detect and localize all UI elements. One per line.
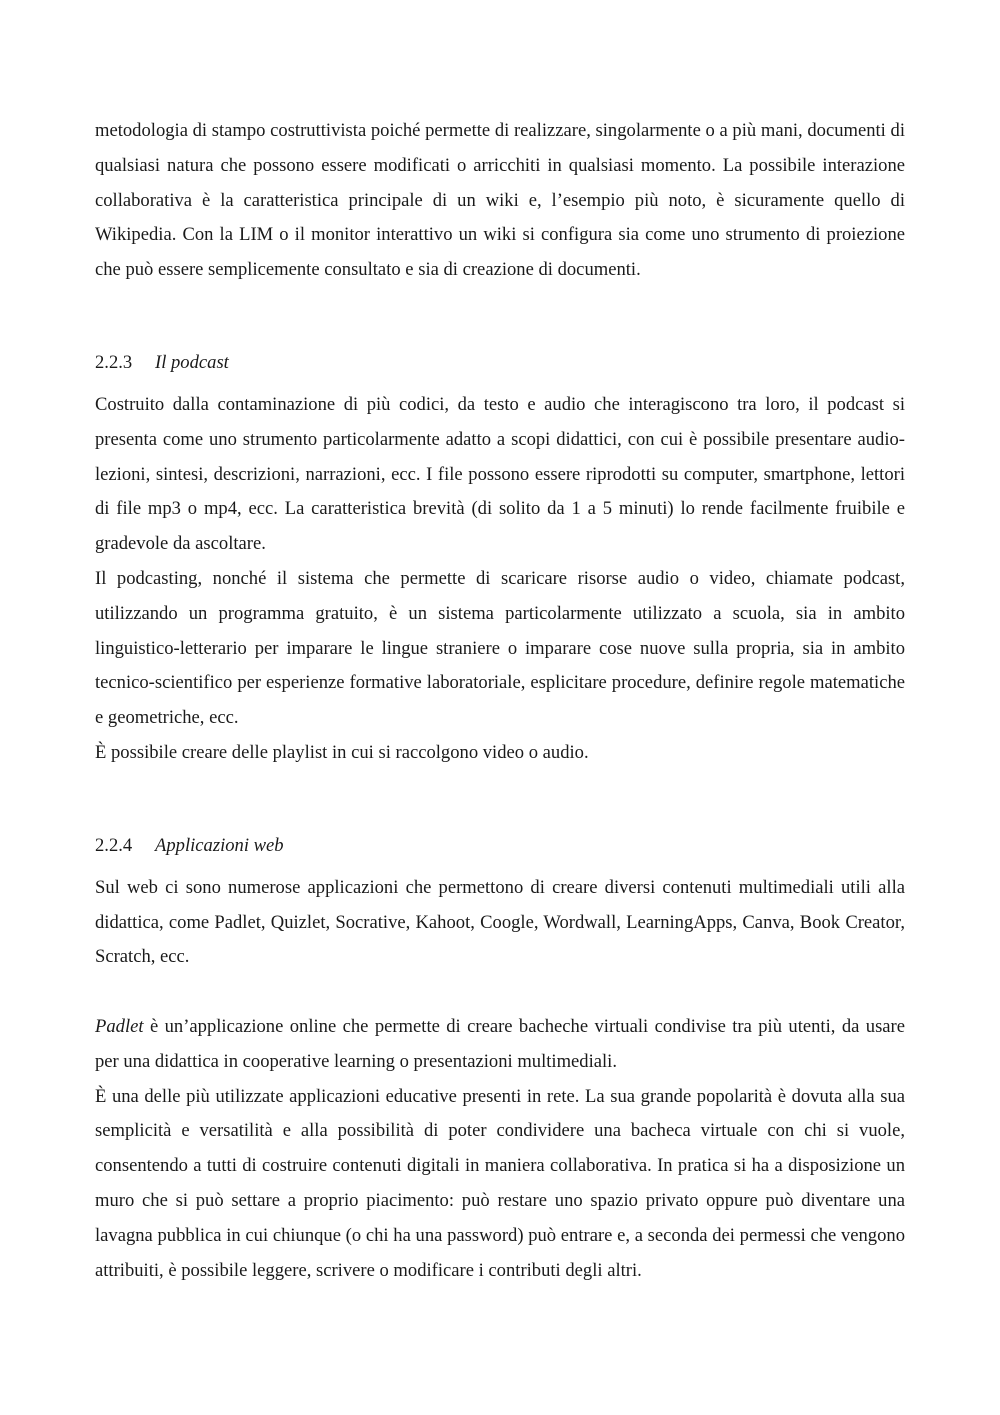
section-title: Applicazioni web: [155, 834, 284, 856]
padlet-definition: è un’applicazione online che permette di creare bacheche virtuali condivise tra più utenti, da usare per una didattica in cooperative learning o presentazioni multimediali.: [95, 1015, 905, 1072]
podcast-paragraph-1: Costruito dalla contaminazione di più codici, da testo e audio che interagiscono tra loro, il podcast si presenta come uno strumento particolarmente adatto a scopi didattici, con cui è possibile presentare audio-lezioni, sintesi, descrizioni, narrazioni, ecc. I file possono essere riprodotti su computer, smartphone, lettori di file mp3 o mp4, ecc. La caratteristica brevità (di solito da 1 a 5 minuti) lo rende facilmente fruibile e gradevole da ascoltare.: [95, 393, 905, 555]
podcast-paragraph-2: Il podcasting, nonché il sistema che permette di scaricare risorse audio o video, chiamate podcast, utilizzando un programma gratuito, è un sistema particolarmente utilizzato a scuola, sia in ambito linguistico-letterario per imparare le lingue straniere o imparare cose nuove sulla propria, sia in ambito tecnico-scientifico per esperienze formative laboratoriale, esplicitare procedure, definire regole matematiche e geometriche, ecc.: [95, 567, 905, 729]
section-heading-podcast: [95, 346, 905, 380]
padlet-definition-paragraph: [95, 1010, 905, 1080]
section-number: 2.2.4: [95, 834, 133, 856]
padlet-term: Padlet: [95, 1015, 144, 1037]
section-heading-web-apps: [95, 829, 905, 863]
blank-line: [95, 975, 905, 1010]
padlet-paragraph: È una delle più utilizzate applicazioni educative presenti in rete. La sua grande popolarità è dovuta alla sua semplicità e versatilità e alla possibilità di poter condividere una bacheca virtuale con chi si vuole, consentendo a tutti di costruire contenuti digitali in maniera collaborativa. In pratica si ha a disposizione un muro che si può settare a proprio piacimento: può restare uno spazio privato oppure può diventare una lavagna pubblica in cui chiunque (o chi ha una password) può entrare e, a seconda dei permessi che vengono attribuiti, è possibile leggere, scrivere o modificare i contributi degli altri.: [95, 1085, 905, 1281]
document-page: [95, 114, 905, 1288]
podcast-paragraph-3: È possibile creare delle playlist in cui si raccolgono video o audio.: [95, 741, 589, 763]
intro-paragraph: metodologia di stampo costruttivista poiché permette di realizzare, singolarmente o a più mani, documenti di qualsiasi natura che possono essere modificati o arricchiti in qualsiasi momento. La possibile interazione collaborativa è la caratteristica principale di un wiki e, l’esempio più noto, è sicuramente quello di Wikipedia. Con la LIM o il monitor interattivo un wiki si configura sia come uno strumento di proiezione che può essere semplicemente consultato e sia di creazione di documenti.: [95, 120, 905, 281]
web-apps-intro-paragraph: Sul web ci sono numerose applicazioni che permettono di creare diversi contenuti multimediali utili alla didattica, come Padlet, Quizlet, Socrative, Kahoot, Coogle, Wordwall, LearningApps, Canva, Book Creator, Scratch, ecc.: [95, 876, 905, 968]
section-number: 2.2.3: [95, 351, 133, 373]
spacer: [95, 771, 905, 829]
spacer: [95, 288, 905, 346]
section-title: Il podcast: [155, 351, 229, 373]
